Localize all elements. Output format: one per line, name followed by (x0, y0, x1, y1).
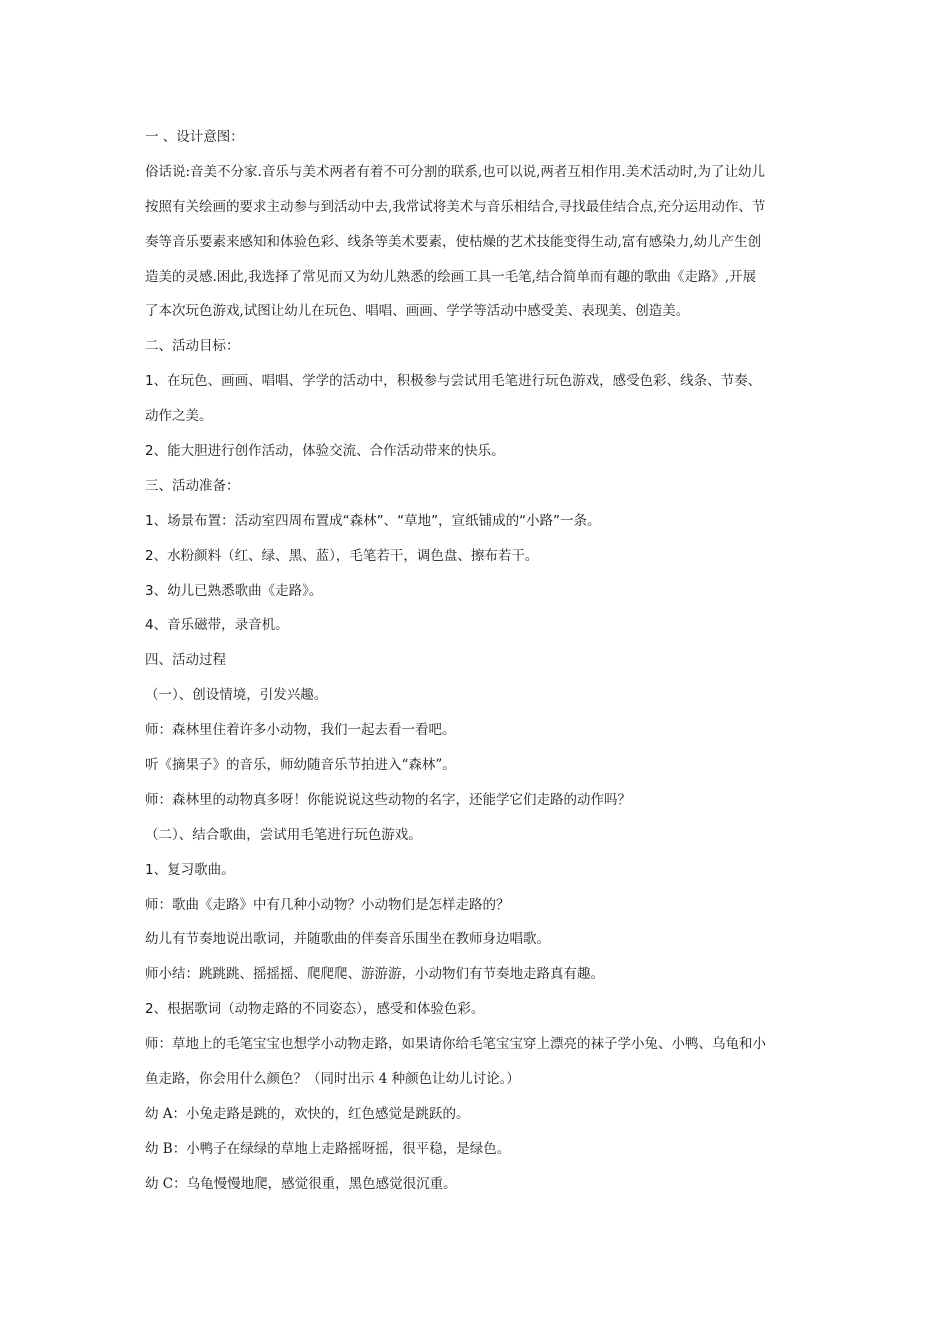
heading-activity-preparation: 三、活动准备： (145, 477, 240, 494)
dialogue-line: 幼 C：乌龟慢慢地爬，感觉很重，黑色感觉很沉重。 (145, 1175, 457, 1192)
paragraph-line: 动作之美。 (145, 408, 213, 425)
dialogue-line: 师：森林里住着许多小动物，我们一起去看一看吧。 (145, 722, 456, 739)
heading-activity-goals: 二、活动目标： (145, 338, 240, 355)
paragraph-line: 俗话说:音美不分家.音乐与美术两者有着不可分割的联系,也可以说,两者互相作用.美术活动时,为了让幼儿 (145, 163, 766, 180)
list-item: 2、根据歌词（动物走路的不同姿态），感受和体验色彩。 (145, 1001, 485, 1018)
heading-activity-process: 四、活动过程 (145, 652, 226, 669)
paragraph-line: 幼儿有节奏地说出歌词，并随歌曲的伴奏音乐围坐在教师身边唱歌。 (145, 931, 550, 948)
list-item: 1、复习歌曲。 (145, 861, 235, 878)
dialogue-line: 师：草地上的毛笔宝宝也想学小动物走路，如果请你给毛笔宝宝穿上漂亮的袜子学小兔、小鸭、乌龟和小 (145, 1036, 766, 1053)
paragraph-line: 奏等音乐要素来感知和体验色彩、线条等美术要素，使枯燥的艺术技能变得生动,富有感染力,幼儿产生创 (145, 233, 762, 250)
list-item: 3、幼儿已熟悉歌曲《走路》。 (145, 582, 323, 599)
paragraph-line: 造美的灵感.困此,我选择了常见而又为幼儿熟悉的绘画工具一毛笔,结合简单而有趣的歌曲《走路》,开展 (145, 268, 757, 285)
subheading: （二）、结合歌曲，尝试用毛笔进行玩色游戏。 (145, 826, 422, 843)
dialogue-line: 幼 B：小鸭子在绿绿的草地上走路摇呀摇，很平稳，是绿色。 (145, 1140, 511, 1157)
paragraph-line: 鱼走路，你会用什么颜色？（同时出示 4 种颜色让幼儿讨论。） (145, 1071, 520, 1088)
list-item: 1、场景布置：活动室四周布置成“森林”、“草地”，宣纸铺成的“小路”一条。 (145, 512, 601, 529)
list-item: 2、水粉颜料（红、绿、黑、蓝），毛笔若干，调色盘、擦布若干。 (145, 547, 539, 564)
paragraph-line: 按照有关绘画的要求主动参与到活动中去,我常试将美术与音乐相结合,寻找最佳结合点,充分运用动作、节 (145, 198, 766, 215)
paragraph-line: 了本次玩色游戏,试图让幼儿在玩色、唱唱、画画、学学等活动中感受美、表现美、创造美。 (145, 303, 690, 320)
document-body (145, 126, 815, 1208)
list-item: 2、能大胆进行创作活动，体验交流、合作活动带来的快乐。 (145, 443, 505, 460)
dialogue-line: 师：歌曲《走路》中有几种小动物？小动物们是怎样走路的？ (145, 896, 510, 913)
list-item: 1、在玩色、画画、唱唱、学学的活动中，积极参与尝试用毛笔进行玩色游戏，感受色彩、线条、节奏、 (145, 373, 762, 390)
dialogue-line: 师：森林里的动物真多呀！你能说说这些动物的名字，还能学它们走路的动作吗？ (145, 791, 631, 808)
heading-design-intent: 一 、设计意图： (145, 129, 244, 145)
subheading: （一）、创设情境，引发兴趣。 (145, 687, 328, 704)
dialogue-line: 幼 A：小兔走路是跳的，欢快的，红色感觉是跳跃的。 (145, 1105, 470, 1122)
list-item: 4、音乐磁带，录音机。 (145, 617, 289, 634)
paragraph-line: 听《摘果子》的音乐，师幼随音乐节拍进入“森林”。 (145, 757, 456, 774)
dialogue-line: 师小结：跳跳跳、摇摇摇、爬爬爬、游游游，小动物们有节奏地走路真有趣。 (145, 966, 604, 983)
